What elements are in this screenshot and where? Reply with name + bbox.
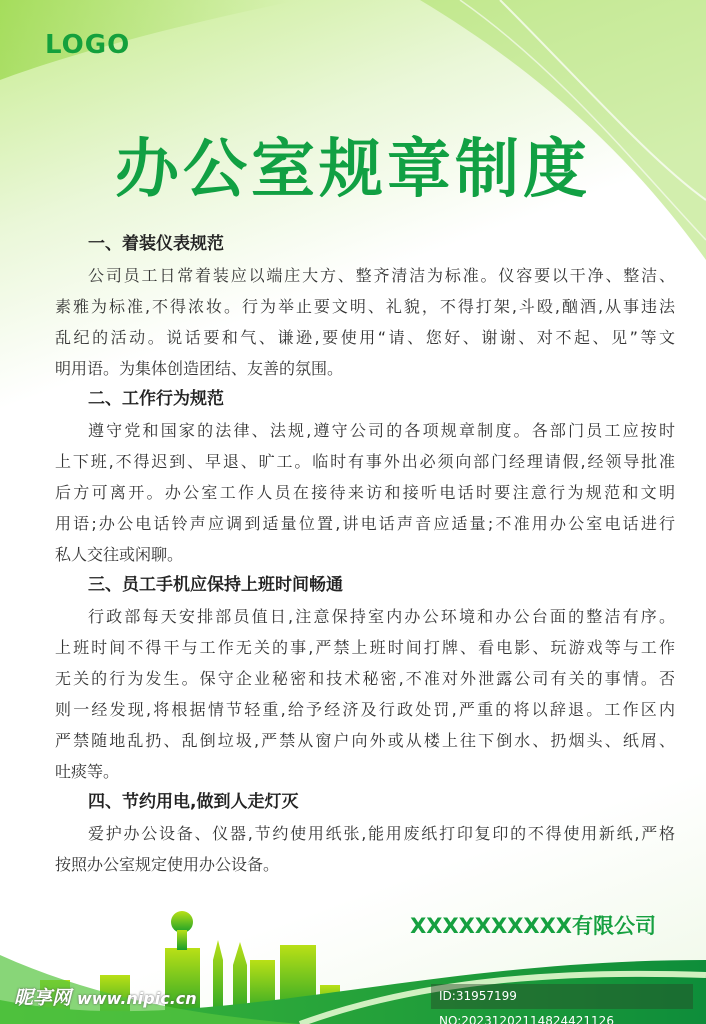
section-text-line: 则一经发现,将根据情节轻重,给予经济及行政处罚,严重的将以辞退。工作区内 [55, 700, 675, 719]
watermark-brand: 昵享网 [14, 987, 72, 1009]
image-id: ID:31957199 NO:20231202114824421126 [431, 984, 693, 1009]
section-text-line: 行政部每天安排部员值日,注意保持室内办公环境和办公台面的整洁有序。 [88, 607, 675, 626]
section-heading: 一、着装仪表规范 [88, 234, 224, 254]
section-text-line: 无关的行为发生。保守企业秘密和技术秘密,不准对外泄露公司有关的事情。否 [55, 669, 675, 688]
section-text-line: 素雅为标准,不得浓妆。行为举止要文明、礼貌，不得打架,斗殴,酗酒,从事违法 [55, 297, 675, 316]
rule-section [55, 229, 675, 384]
section-text-line: 爱护办公设备、仪器,节约使用纸张,能用废纸打印复印的不得使用新纸,严格 [88, 824, 675, 843]
section-text-line: 乱纪的活动。说话要和气、谦逊,要使用“请、您好、谢谢、对不起、见”等文 [55, 328, 675, 347]
page-title: 办公室规章制度 [115, 133, 591, 207]
section-text-line: 上下班,不得迟到、早退、旷工。临时有事外出必须向部门经理请假,经领导批准 [55, 452, 675, 471]
company-name: XXXXXXXXXX有限公司 [410, 914, 656, 938]
section-heading: 二、工作行为规范 [88, 389, 224, 409]
section-text-line: 遵守党和国家的法律、法规,遵守公司的各项规章制度。各部门员工应按时 [88, 421, 675, 440]
rule-section [55, 570, 675, 787]
section-text-line: 后方可离开。办公室工作人员在接待来访和接听电话时要注意行为规范和文明 [55, 483, 675, 502]
rules-content [55, 229, 675, 880]
section-text-line: 用语;办公电话铃声应调到适量位置,讲电话声音应适量;不准用办公室电话进行 [55, 514, 675, 533]
rule-section [55, 787, 675, 880]
watermark-url: www.nipic.cn [77, 989, 197, 1008]
watermark [14, 983, 197, 1010]
section-text-line: 按照办公室规定使用办公设备。 [55, 855, 280, 874]
section-text-line: 明用语。为集体创造团结、友善的氛围。 [55, 359, 344, 378]
logo: LOGO [45, 30, 131, 60]
section-text-line: 公司员工日常着装应以端庄大方、整齐清洁为标准。仪容要以干净、整洁、 [88, 266, 675, 285]
section-text-line: 上班时间不得干与工作无关的事,严禁上班时间打牌、看电影、玩游戏等与工作 [55, 638, 675, 657]
section-text-line: 吐痰等。 [55, 762, 120, 781]
section-heading: 四、节约用电,做到人走灯灭 [88, 792, 299, 812]
section-text-line: 严禁随地乱扔、乱倒垃圾,严禁从窗户向外或从楼上往下倒水、扔烟头、纸屑、 [55, 731, 675, 750]
section-text-line: 私人交往或闲聊。 [55, 545, 184, 564]
section-heading: 三、员工手机应保持上班时间畅通 [88, 575, 343, 595]
rule-section [55, 384, 675, 570]
